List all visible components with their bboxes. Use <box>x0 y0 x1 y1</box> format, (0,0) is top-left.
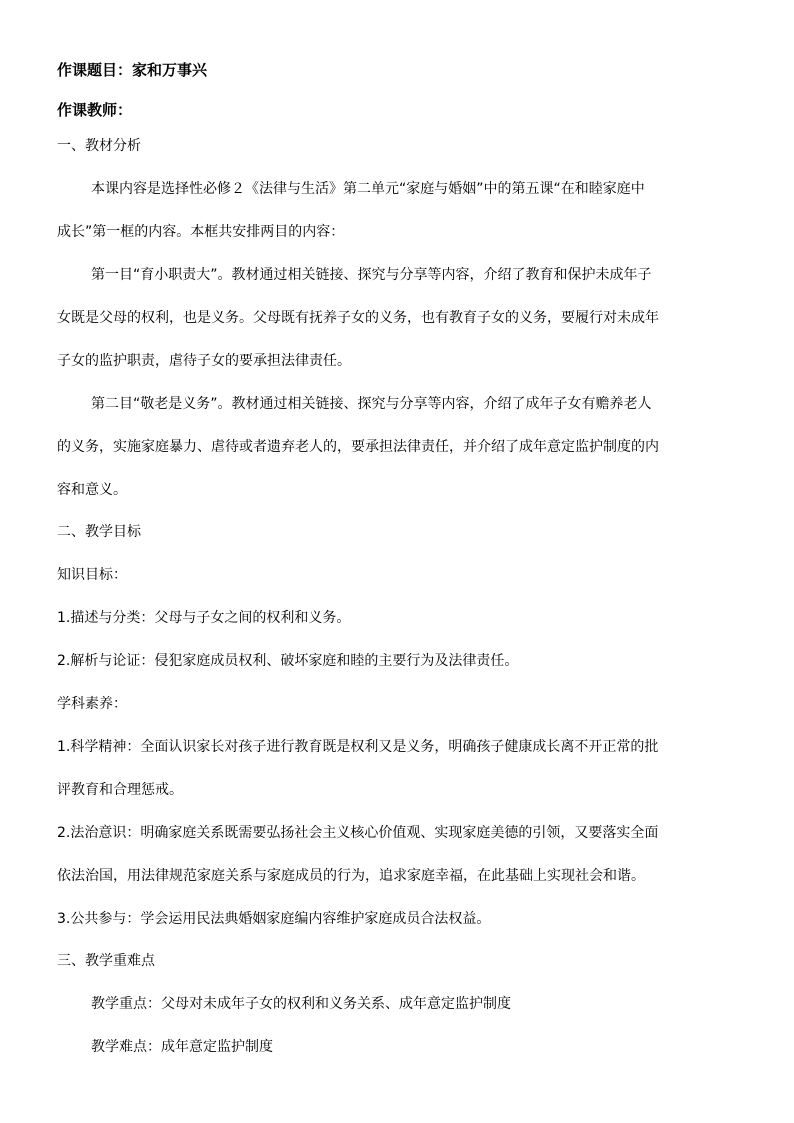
analysis-paragraph-1-line-1: 本课内容是选择性必修２《法律与生活》第二单元“家庭与婚姻”中的第五课“在和睦家庭中 <box>91 181 645 197</box>
literacy-item-2-line-2: 依法治国，用法律规范家庭关系与家庭成员的行为，追求家庭幸福，在此基础上实现社会和谐。 <box>57 868 645 884</box>
section-heading-key-points: 三、教学重难点 <box>57 953 155 969</box>
analysis-paragraph-1-line-2: 成长”第一框的内容。本框共安排两目的内容： <box>57 224 345 240</box>
section-heading-objectives: 二、教学目标 <box>57 524 141 540</box>
knowledge-objective-2: 2.解析与论证：侵犯家庭成员权利、破坏家庭和睦的主要行为及法律责任。 <box>57 653 519 669</box>
literacy-item-1-line-2: 评教育和合理惩戒。 <box>57 782 183 798</box>
lesson-title <box>57 60 207 80</box>
knowledge-objectives-heading: 知识目标： <box>57 567 127 583</box>
analysis-paragraph-2-line-1: 第一目“育小职责大”。教材通过相关链接、探究与分享等内容，介绍了教育和保护未成年子 <box>91 267 652 283</box>
lesson-title-value: 家和万事兴 <box>132 61 208 79</box>
analysis-paragraph-3-line-3: 容和意义。 <box>57 482 127 498</box>
knowledge-objective-1: 1.描述与分类：父母与子女之间的权利和义务。 <box>57 610 351 626</box>
teacher-label: 作课教师： <box>57 101 133 119</box>
lesson-title-label: 作课题目： <box>57 61 133 79</box>
analysis-paragraph-3-line-2: 的义务，实施家庭暴力、虐待或者遗弃老人的，要承担法律责任，并介绍了成年意定监护制度的内 <box>57 439 659 455</box>
analysis-paragraph-2-line-3: 子女的监护职责，虐待子女的要承担法律责任。 <box>57 353 351 369</box>
literacy-item-1-line-1: 1.科学精神：全面认识家长对孩子进行教育既是权利又是义务，明确孩子健康成长离不开正常的批 <box>57 739 659 755</box>
analysis-paragraph-3-line-1: 第二目“敬老是义务”。教材通过相关链接、探究与分享等内容，介绍了成年子女有赡养老人 <box>91 396 652 412</box>
analysis-paragraph-2-line-2: 女既是父母的权利，也是义务。父母既有抚养子女的义务，也有教育子女的义务，要履行对未成年 <box>57 310 659 326</box>
teaching-key-point: 教学重点：父母对未成年子女的权利和义务关系、成年意定监护制度 <box>91 996 511 1012</box>
teaching-difficult-point: 教学难点：成年意定监护制度 <box>91 1039 273 1055</box>
literacy-item-3: 3.公共参与：学会运用民法典婚姻家庭编内容维护家庭成员合法权益。 <box>57 911 491 927</box>
literacy-heading: 学科素养： <box>57 696 127 712</box>
section-heading-analysis: 一、教材分析 <box>57 138 141 154</box>
literacy-item-2-line-1: 2.法治意识：明确家庭关系既需要弘扬社会主义核心价值观、实现家庭美德的引领，又要落实全面 <box>57 825 659 841</box>
